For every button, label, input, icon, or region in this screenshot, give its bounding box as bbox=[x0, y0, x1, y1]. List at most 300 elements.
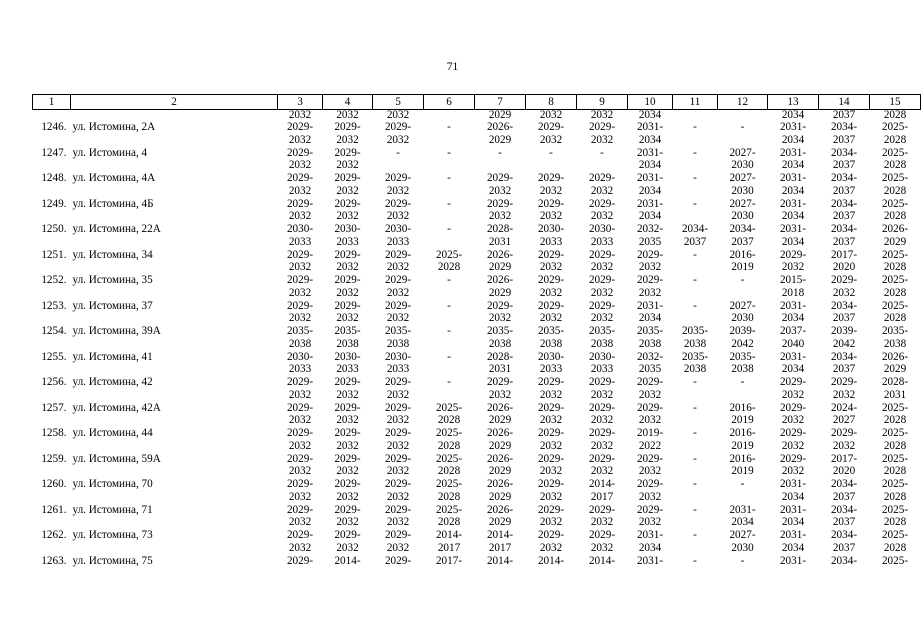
period-start: 2029- bbox=[537, 248, 565, 261]
period-cell bbox=[577, 478, 628, 504]
period-start: 2029- bbox=[486, 197, 514, 210]
period-end: 2032 bbox=[386, 490, 410, 503]
period-cell bbox=[424, 223, 475, 249]
period-cell bbox=[819, 504, 870, 530]
period-end bbox=[673, 261, 718, 274]
period-start: 2029- bbox=[588, 121, 616, 133]
period-end: 2032 bbox=[590, 465, 614, 477]
period-end bbox=[673, 491, 718, 504]
period-cell bbox=[278, 249, 323, 275]
period-end: 2033 bbox=[288, 363, 312, 375]
period-start: 2025- bbox=[881, 172, 909, 184]
period-start: 2029- bbox=[779, 452, 807, 465]
continued-row bbox=[33, 110, 921, 122]
period-cell bbox=[819, 555, 870, 581]
period-cell bbox=[424, 402, 475, 428]
period-cell bbox=[819, 198, 870, 224]
period-cell bbox=[870, 427, 921, 453]
period-start: 2029- bbox=[588, 197, 616, 210]
period-cell bbox=[628, 249, 673, 275]
column-header-15: 15 bbox=[870, 95, 921, 110]
period-end: 2032 bbox=[336, 465, 359, 477]
period-cell bbox=[768, 147, 819, 173]
period-start: 2034- bbox=[729, 223, 756, 235]
period-end: 2032 bbox=[781, 414, 805, 426]
period-cell bbox=[373, 121, 424, 147]
period-cell bbox=[373, 198, 424, 224]
period-start: 2029- bbox=[384, 376, 412, 388]
period-cell bbox=[373, 555, 424, 581]
period-cell bbox=[768, 427, 819, 453]
period-end bbox=[424, 363, 475, 376]
period-start: 2029- bbox=[334, 299, 361, 312]
period-start: 2034- bbox=[830, 529, 858, 541]
period-cell bbox=[819, 478, 870, 504]
period-cell bbox=[526, 121, 577, 147]
period-cell bbox=[768, 325, 819, 351]
period-cell bbox=[870, 147, 921, 173]
period-end: 2028 bbox=[437, 490, 461, 503]
period-start: 2030- bbox=[537, 223, 565, 235]
period-cell bbox=[628, 172, 673, 198]
period-end: 2033 bbox=[590, 235, 614, 248]
period-start: 2029- bbox=[588, 452, 616, 465]
period-cell bbox=[323, 376, 373, 402]
period-start: 2035- bbox=[681, 325, 709, 337]
column-header-14: 14 bbox=[819, 95, 870, 110]
period-start: 2017- bbox=[830, 248, 858, 261]
period-start: 2029- bbox=[334, 529, 361, 541]
period-end: 2031 bbox=[883, 388, 907, 401]
period-end: 2029 bbox=[488, 439, 512, 452]
period-start: 2029- bbox=[779, 401, 807, 414]
period-end bbox=[628, 567, 673, 580]
period-start: 2029- bbox=[286, 299, 314, 312]
period-start: - bbox=[447, 274, 451, 286]
period-cell bbox=[526, 300, 577, 326]
period-end: 2029 bbox=[488, 465, 512, 477]
period-cell bbox=[323, 402, 373, 428]
period-end: 2038 bbox=[336, 337, 359, 350]
period-end: 2028 bbox=[883, 465, 907, 477]
continued-cell: 2032 bbox=[336, 109, 359, 121]
period-start: 2029- bbox=[486, 299, 514, 312]
period-end: 2032 bbox=[638, 414, 662, 426]
continued-cell: 2032 bbox=[386, 109, 410, 121]
period-start: - bbox=[693, 554, 697, 567]
period-start: - bbox=[740, 121, 745, 133]
row-address: ул. Истомина, 22А bbox=[72, 223, 161, 235]
period-cell bbox=[526, 198, 577, 224]
period-end: 2032 bbox=[386, 261, 410, 273]
row-address: ул. Истомина, 70 bbox=[72, 478, 153, 490]
period-end: 2037 bbox=[832, 235, 856, 248]
period-end: 2028 bbox=[883, 439, 907, 452]
period-cell bbox=[526, 402, 577, 428]
period-cell bbox=[628, 121, 673, 147]
period-end: 2019 bbox=[731, 465, 754, 477]
period-cell bbox=[577, 504, 628, 530]
period-end: 2032 bbox=[288, 210, 312, 222]
period-start: 2026- bbox=[881, 223, 909, 235]
period-start: - bbox=[693, 248, 697, 261]
row-address: ул. Истомина, 37 bbox=[72, 299, 153, 312]
period-start: - bbox=[693, 503, 697, 516]
period-cell bbox=[373, 325, 424, 351]
continued-cell: 2032 bbox=[539, 109, 563, 121]
period-cell bbox=[278, 351, 323, 377]
continued-cell bbox=[71, 110, 278, 122]
period-start: 2029- bbox=[286, 478, 314, 490]
period-cell bbox=[673, 427, 718, 453]
period-cell bbox=[278, 198, 323, 224]
period-start: 2025- bbox=[881, 299, 909, 312]
period-cell bbox=[526, 427, 577, 453]
period-end: 2032 bbox=[638, 516, 662, 528]
period-start: - bbox=[447, 172, 451, 184]
period-end: 2031 bbox=[488, 235, 512, 248]
period-cell bbox=[718, 300, 768, 326]
period-start: 2025- bbox=[881, 197, 909, 210]
row-address: ул. Истомина, 41 bbox=[72, 350, 153, 363]
period-cell bbox=[768, 504, 819, 530]
period-start: 2025- bbox=[881, 554, 909, 567]
period-start: 2031- bbox=[779, 554, 807, 567]
table-row bbox=[33, 504, 921, 530]
period-cell bbox=[577, 351, 628, 377]
period-cell bbox=[870, 529, 921, 555]
period-end: 2037 bbox=[683, 235, 707, 248]
period-end: 2020 bbox=[832, 465, 856, 477]
period-cell bbox=[673, 504, 718, 530]
period-start: 2029- bbox=[384, 554, 412, 567]
period-start: 2029- bbox=[537, 503, 565, 516]
table-header bbox=[33, 95, 921, 110]
period-start: 2029- bbox=[286, 121, 314, 133]
period-end bbox=[424, 185, 475, 198]
period-start: 2026- bbox=[881, 350, 909, 363]
period-cell bbox=[323, 147, 373, 173]
row-address: ул. Истомина, 71 bbox=[72, 503, 153, 516]
period-end: 2032 bbox=[336, 439, 359, 452]
period-cell bbox=[628, 223, 673, 249]
period-start: 2029- bbox=[384, 274, 412, 286]
period-cell bbox=[768, 453, 819, 479]
period-end: 2038 bbox=[683, 363, 707, 375]
period-cell bbox=[718, 427, 768, 453]
period-start: - bbox=[498, 146, 502, 159]
period-end: 2040 bbox=[781, 337, 805, 350]
period-cell bbox=[768, 529, 819, 555]
period-start: 2029- bbox=[588, 376, 616, 388]
row-address: ул. Истомина, 4А bbox=[72, 172, 156, 184]
period-cell bbox=[475, 223, 526, 249]
period-start: - bbox=[693, 172, 697, 184]
period-start: - bbox=[447, 299, 451, 312]
column-header-9: 9 bbox=[577, 95, 628, 110]
period-end: 2033 bbox=[386, 363, 410, 375]
period-cell bbox=[870, 453, 921, 479]
period-start: 2025- bbox=[881, 452, 909, 465]
period-end: 2034 bbox=[781, 133, 805, 146]
period-end: 2037 bbox=[832, 133, 856, 146]
period-end: 2033 bbox=[590, 363, 614, 375]
period-end: 2027 bbox=[832, 414, 856, 426]
period-end bbox=[577, 159, 628, 172]
period-start: 2026- bbox=[486, 503, 514, 516]
period-cell bbox=[870, 555, 921, 581]
period-start: 2031- bbox=[779, 121, 807, 133]
period-end: 2032 bbox=[590, 184, 614, 197]
period-cell bbox=[819, 325, 870, 351]
period-end: 2032 bbox=[590, 516, 614, 528]
period-start: - bbox=[693, 274, 697, 286]
period-start: 2034- bbox=[830, 478, 858, 490]
period-start: 2029- bbox=[286, 401, 314, 414]
period-cell bbox=[526, 325, 577, 351]
period-start: - bbox=[549, 146, 553, 159]
period-end bbox=[673, 312, 718, 325]
period-start: 2029- bbox=[588, 503, 616, 516]
period-end bbox=[768, 567, 819, 580]
period-end: 2019 bbox=[731, 414, 754, 426]
period-end: 2032 bbox=[336, 261, 359, 273]
period-end bbox=[577, 567, 628, 580]
period-cell bbox=[424, 504, 475, 530]
period-start: 2039- bbox=[729, 325, 756, 337]
period-end: 2032 bbox=[288, 414, 312, 426]
period-end: 2017 bbox=[488, 541, 512, 554]
period-end: 2038 bbox=[539, 337, 563, 350]
period-cell bbox=[628, 402, 673, 428]
period-cell bbox=[870, 198, 921, 224]
period-start: 2029- bbox=[537, 478, 565, 490]
period-end bbox=[424, 159, 475, 172]
period-cell bbox=[424, 198, 475, 224]
period-start: 2035- bbox=[636, 325, 664, 337]
period-start: 2027- bbox=[729, 299, 756, 312]
period-end: 2034 bbox=[781, 363, 805, 375]
period-end: 2032 bbox=[288, 159, 312, 171]
period-end: 2032 bbox=[539, 414, 563, 426]
period-cell bbox=[718, 249, 768, 275]
period-end: 2028 bbox=[883, 414, 907, 426]
period-cell bbox=[424, 249, 475, 275]
period-end bbox=[673, 287, 718, 300]
period-start: 2029- bbox=[286, 248, 314, 261]
row-number: 1255. bbox=[41, 350, 67, 363]
period-end: 2032 bbox=[386, 388, 410, 401]
period-start: 2026- bbox=[486, 401, 514, 414]
period-start: 2014- bbox=[334, 554, 361, 567]
table-row bbox=[33, 223, 921, 249]
period-end bbox=[673, 210, 718, 223]
period-start: 2031- bbox=[636, 146, 664, 159]
period-cell bbox=[628, 529, 673, 555]
period-cell bbox=[673, 249, 718, 275]
period-cell bbox=[373, 351, 424, 377]
period-end: 2037 bbox=[832, 363, 856, 375]
period-end: 2032 bbox=[288, 312, 312, 324]
period-cell bbox=[278, 402, 323, 428]
period-start: 2028- bbox=[881, 376, 909, 388]
period-end: 2032 bbox=[288, 388, 312, 401]
period-cell bbox=[424, 172, 475, 198]
period-end bbox=[475, 159, 526, 172]
table-row bbox=[33, 555, 921, 581]
period-start: 2030- bbox=[588, 350, 616, 363]
period-end: 2032 bbox=[288, 133, 312, 146]
period-start: 2029- bbox=[486, 172, 514, 184]
period-cell bbox=[278, 504, 323, 530]
period-cell bbox=[718, 504, 768, 530]
period-start: 2026- bbox=[486, 274, 514, 286]
period-end: 2034 bbox=[781, 541, 805, 554]
period-cell bbox=[424, 274, 475, 300]
row-number: 1253. bbox=[41, 299, 67, 312]
period-start: 2017- bbox=[435, 554, 463, 567]
period-end: 2032 bbox=[638, 261, 662, 273]
period-start: 2029- bbox=[636, 503, 664, 516]
period-start: 2029- bbox=[286, 146, 314, 159]
period-start: 2019- bbox=[636, 427, 664, 439]
period-end bbox=[475, 567, 526, 580]
period-cell bbox=[628, 555, 673, 581]
period-end: 2034 bbox=[781, 235, 805, 248]
period-end: 2032 bbox=[539, 541, 563, 554]
period-end bbox=[870, 567, 921, 580]
period-start: 2029- bbox=[537, 452, 565, 465]
period-end: 2029 bbox=[488, 286, 512, 299]
period-start: 2029- bbox=[384, 172, 412, 184]
period-cell bbox=[673, 555, 718, 581]
column-header-7: 7 bbox=[475, 95, 526, 110]
table-row bbox=[33, 325, 921, 351]
period-start: - bbox=[447, 350, 451, 363]
period-end: 2032 bbox=[590, 439, 614, 452]
period-start: 2029- bbox=[384, 529, 412, 541]
period-cell bbox=[424, 555, 475, 581]
period-end bbox=[278, 567, 323, 580]
period-cell bbox=[718, 376, 768, 402]
period-end: 2032 bbox=[288, 184, 312, 197]
period-end bbox=[526, 159, 577, 172]
period-end: 2032 bbox=[832, 388, 856, 401]
period-start: 2029- bbox=[588, 427, 616, 439]
period-cell bbox=[768, 478, 819, 504]
period-cell bbox=[475, 249, 526, 275]
period-end: 2038 bbox=[590, 337, 614, 350]
period-start: 2031- bbox=[779, 197, 807, 210]
period-start: 2029- bbox=[334, 172, 361, 184]
period-end: 2037 bbox=[832, 159, 856, 171]
period-cell bbox=[577, 376, 628, 402]
period-end bbox=[424, 134, 475, 147]
period-start: 2030- bbox=[286, 223, 314, 235]
period-start: 2029- bbox=[588, 248, 616, 261]
period-start: 2029- bbox=[384, 121, 412, 133]
period-cell bbox=[577, 147, 628, 173]
period-start: 2029- bbox=[384, 452, 412, 465]
period-start: 2026- bbox=[486, 121, 514, 133]
period-cell bbox=[475, 402, 526, 428]
period-start: 2025- bbox=[435, 427, 463, 439]
period-cell bbox=[768, 223, 819, 249]
period-start: 2029- bbox=[334, 248, 361, 261]
period-cell bbox=[323, 504, 373, 530]
row-number: 1263. bbox=[41, 554, 67, 567]
period-start: 2028- bbox=[486, 350, 514, 363]
period-start: 2031- bbox=[779, 503, 807, 516]
period-cell bbox=[628, 198, 673, 224]
period-cell bbox=[323, 223, 373, 249]
period-start: 2030- bbox=[537, 350, 565, 363]
period-end bbox=[526, 567, 577, 580]
period-cell bbox=[718, 555, 768, 581]
period-start: 2014- bbox=[486, 529, 514, 541]
period-start: 2032- bbox=[636, 223, 664, 235]
period-end: 2029 bbox=[488, 261, 512, 273]
period-start: 2031- bbox=[636, 529, 664, 541]
period-end: 2032 bbox=[539, 439, 563, 452]
period-cell bbox=[768, 198, 819, 224]
period-cell bbox=[577, 427, 628, 453]
period-cell bbox=[424, 325, 475, 351]
period-start: 2029- bbox=[334, 503, 361, 516]
period-cell bbox=[475, 529, 526, 555]
period-cell bbox=[673, 274, 718, 300]
period-end: 2033 bbox=[336, 235, 359, 248]
row-number: 1251. bbox=[41, 248, 67, 261]
continued-cell: 2029 bbox=[488, 109, 512, 121]
row-address: ул. Истомина, 39А bbox=[72, 325, 161, 337]
period-end: 2034 bbox=[638, 312, 662, 324]
period-cell bbox=[278, 325, 323, 351]
period-start: - bbox=[396, 146, 400, 159]
row-number: 1262. bbox=[41, 529, 67, 541]
period-end: 2029 bbox=[488, 490, 512, 503]
row-number: 1256. bbox=[41, 376, 67, 388]
period-end: 2032 bbox=[386, 286, 410, 299]
period-cell bbox=[373, 478, 424, 504]
period-start: 2029- bbox=[384, 197, 412, 210]
period-start: 2029- bbox=[830, 376, 858, 388]
period-end bbox=[673, 134, 718, 147]
period-end: 2032 bbox=[336, 541, 359, 554]
period-start: 2034- bbox=[830, 197, 858, 210]
period-end: 2038 bbox=[683, 337, 707, 350]
period-start: 2035- bbox=[286, 325, 314, 337]
period-end: 2032 bbox=[386, 184, 410, 197]
period-cell bbox=[718, 172, 768, 198]
period-start: 2029- bbox=[636, 248, 664, 261]
period-cell bbox=[373, 172, 424, 198]
period-start: - bbox=[600, 146, 604, 159]
period-start: 2029- bbox=[286, 452, 314, 465]
period-start: 2035- bbox=[486, 325, 514, 337]
period-end bbox=[673, 185, 718, 198]
period-cell bbox=[373, 223, 424, 249]
continued-cell: 2032 bbox=[590, 109, 614, 121]
period-cell bbox=[475, 376, 526, 402]
period-cell bbox=[278, 172, 323, 198]
period-end: 2032 bbox=[539, 465, 563, 477]
period-cell bbox=[870, 223, 921, 249]
period-end: 2032 bbox=[488, 184, 512, 197]
period-start: 2029- bbox=[636, 452, 664, 465]
period-start: 2029- bbox=[779, 376, 807, 388]
period-start: 2029- bbox=[588, 299, 616, 312]
